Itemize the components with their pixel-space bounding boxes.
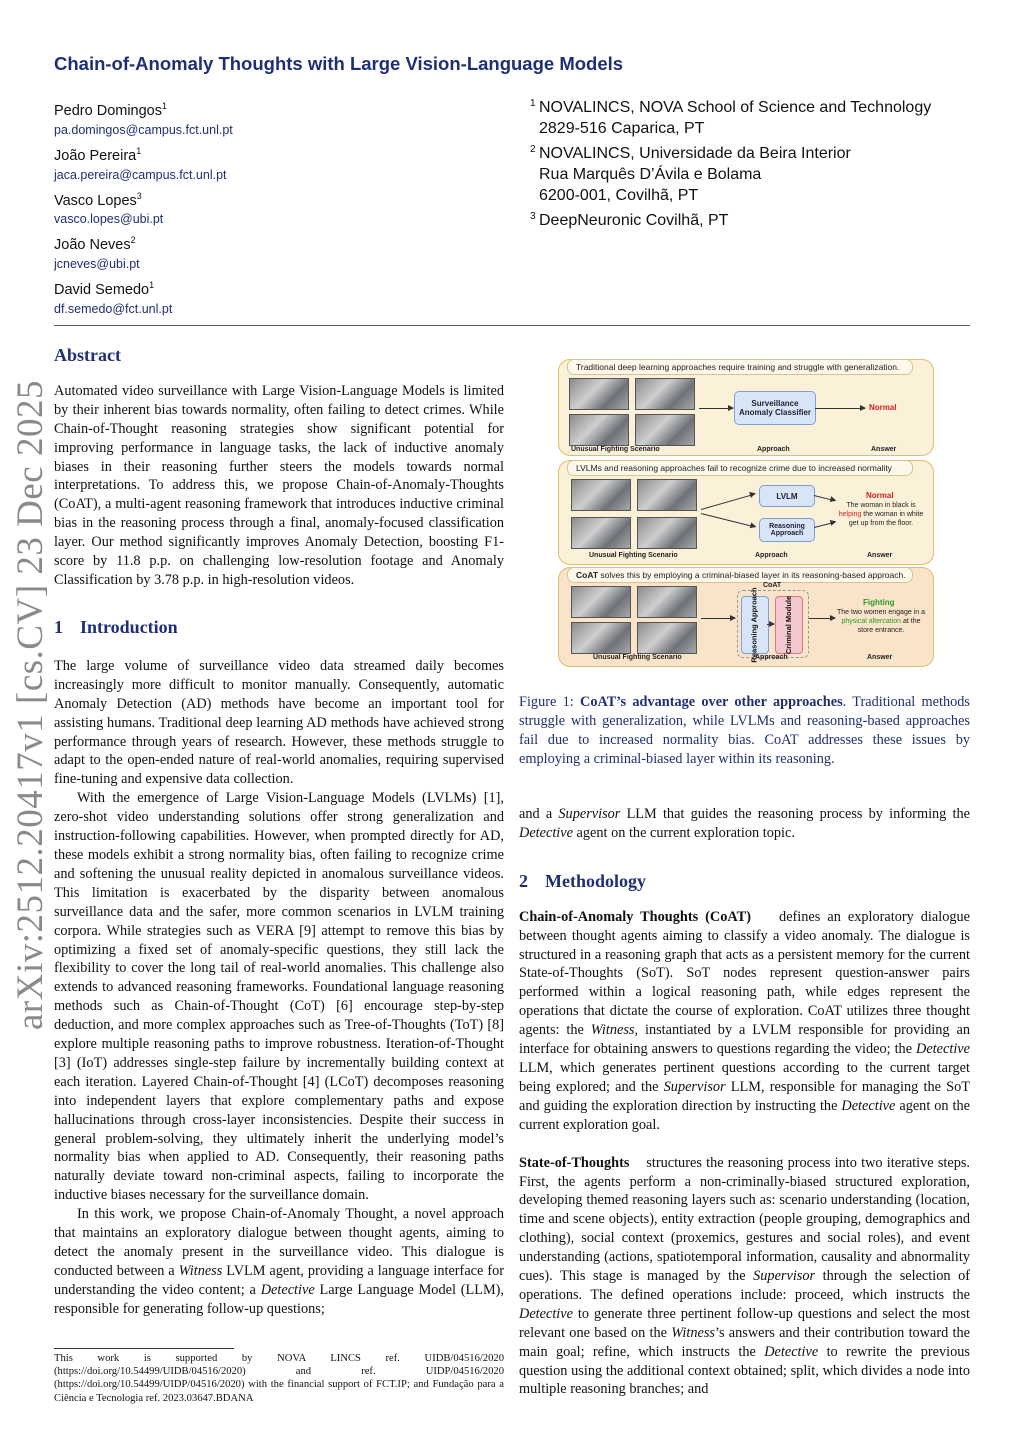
text-run: LVLM agent, providing a language interface for understanding the video content; a [54, 1262, 504, 1298]
panel-title: Traditional deep learning approaches require training and struggle with generalization. [567, 359, 913, 375]
text-run: CoAT [576, 570, 599, 580]
author-email[interactable]: vasco.lopes@ubi.pt [54, 212, 164, 227]
figure-panel-lvlm [558, 460, 934, 565]
affiliation-line: DeepNeuronic Covilhã, PT [539, 212, 729, 229]
author-email[interactable]: df.semedo@fct.unl.pt [54, 302, 173, 317]
affiliation [530, 97, 931, 139]
reasoning-approach-box: Reasoning Approach [759, 518, 815, 542]
answer-normal: Normal [869, 403, 897, 412]
text-run: through the selection of operations. The defined operations include: proceed, which instructs the [519, 1268, 970, 1303]
figure-1 [558, 357, 933, 665]
answer-fighting: Fighting [863, 598, 895, 607]
approach-label: Approach [755, 654, 788, 661]
text-run: agent on the current exploration goal. [519, 1097, 971, 1133]
text-run: Detective [841, 1097, 896, 1114]
scenario-label: Unusual Fighting Scenario [593, 654, 682, 661]
author-email[interactable]: jaca.pereira@campus.fct.unl.pt [54, 167, 227, 182]
author-sup: 1 [149, 280, 155, 291]
text-run: The woman in black is [846, 502, 916, 509]
section-number: 2 [519, 870, 528, 891]
text-run: at the store entrance. [857, 618, 921, 634]
figure-caption [519, 693, 970, 769]
footnote-divider [54, 1348, 234, 1349]
author-sup: 2 [130, 235, 136, 246]
author-entry [54, 276, 233, 318]
text-run: . Traditional methods struggle with generalization, while LVLMs and reasoning-based approaches fail due to increased normality bias. CoAT addresses these issues by employing a criminal-biased layer within its reasoning. [519, 694, 970, 767]
reasoning-approach-module [741, 587, 769, 663]
affiliation-sup: 3 [530, 211, 536, 222]
author-entry [54, 97, 233, 139]
affiliation-sup: 1 [530, 98, 536, 109]
affiliation [530, 210, 931, 231]
text-run: to generate three pertinent follow-up questions and select the most relevant one based on the [519, 1305, 970, 1341]
flow-arrow [699, 408, 733, 409]
answer-label: Answer [871, 446, 897, 453]
video-frame-thumbnail [635, 378, 695, 410]
text-run: , instantiated by a LVLM responsible for providing an interface for obtaining answers to questions regarding the video; the [519, 1022, 970, 1058]
author-entry [54, 187, 233, 229]
text-run: In this work, we propose Chain-of-Anomaly Thought, a novel approach that maintains an exploratory dialogue between thought agents, aiming to detect the anomaly present in the surveillance video. This dialogue is conducted between a [54, 1206, 504, 1279]
lvlm-box: LVLM [759, 485, 815, 507]
text-run: agent on the current exploration topic. [572, 824, 795, 841]
answer-explanation [837, 501, 925, 528]
approach-label: Approach [755, 552, 788, 559]
text-run: CoAT’s advantage over other approaches [580, 694, 843, 710]
coat-label: CoAT [763, 582, 782, 589]
video-frame-thumbnail [637, 479, 697, 511]
text-run: Large Language Model (LLM), responsible for generating follow-up questions; [54, 1281, 505, 1317]
text-run: LLM, responsible for managing the SoT and guiding the exploration direction by instructing the [519, 1078, 970, 1114]
author-name: João Neves [54, 237, 131, 254]
arxiv-watermark: arXiv:2512.20417v1 [cs.CV] 23 Dec 2025 [10, 380, 51, 1030]
flow-arrow [815, 408, 865, 409]
section-heading [54, 618, 504, 637]
footnote: This work is supported by NOVA LINCS ref. UIDB/04516/2020 (https://doi.org/10.54499/UIDB/04516/2020) and ref. UIDP/04516/2020 (https://doi.org/10.54499/UIDP/04516/2020) with the financial support of FCT.IP; and Fundação para a Ciência e Tecnologia ref. 2023.03647.BDANA [54, 1353, 504, 1404]
intro-paragraph: With the emergence of Large Vision-Language Models (LVLMs) [1], zero-shot video understanding solutions offer strong generalization and instruction-following capabilities. However, when prompted directly for AD, these models exhibit a strong normality bias, often failing to recognize crime and softening the unusual reality depicted in anomalous surveillance videos. This limitation is exacerbated by the disparity between anomalous surveillance data and the safer, more common scenarios in LVLM training corpora. While strategies such as VERA [9] attempt to remove this bias by optimizing a fixed set of anomaly-specific questions, they still lack the flexibility to cover the long tail of real-world anomalies. This challenge also extends to advanced reasoning frameworks. Foundational language reasoning methods such as Chain-of-Thought (CoT) [6] encourage step-by-step deduction, and more complex approaches such as Tree-of-Thoughts (ToT) [8] explore multiple reasoning paths to improve robustness. Iteration-of-Thought [3] (IoT) addresses single-step failure by incrementally building context at each iteration. Layered Chain-of-Thought [4] (LCoT) decomposes reasoning into independent layers that explore complementary paths and expose hallucinations through cross-layer inconsistencies. Despite their success in general problem-solving, they ultimately inherit the underlying model’s normality bias when applied to AD. Consequently, their reasoning paths naturally deviate toward non-criminal aspects, failing to incorporate the inductive biases necessary for the surveillance domain. [54, 790, 504, 1204]
introduction-section [54, 618, 504, 1319]
scenario-label: Unusual Fighting Scenario [589, 552, 678, 559]
author-entry [54, 231, 233, 273]
text-run: helping [838, 511, 862, 518]
flow-arrow [701, 618, 735, 619]
author-name: João Pereira [54, 147, 137, 164]
affiliation-line: NOVALINCS, Universidade da Beira Interior [539, 145, 851, 162]
answer-label: Answer [867, 552, 893, 559]
flow-arrow [767, 624, 774, 625]
section-title: Methodology [545, 870, 646, 891]
text-run: Supervisor [663, 1078, 726, 1095]
author-email[interactable]: pa.domingos@campus.fct.unl.pt [54, 122, 233, 137]
text-run: Witness [671, 1324, 715, 1341]
flow-arrow [809, 618, 835, 619]
flow-arrow [814, 495, 836, 501]
flow-arrow [701, 494, 755, 510]
video-frame-thumbnail [637, 586, 697, 618]
module-label: Criminal Module [784, 595, 793, 655]
text-run: and a [519, 806, 559, 822]
text-run: the woman in white get up from the floor. [848, 511, 924, 527]
author-name: Vasco Lopes [54, 192, 137, 209]
intro-paragraph: The large volume of surveillance video data streamed daily becomes increasingly more difficult to monitor manually. Consequently, automatic Anomaly Detection (AD) methods have become an important tool for assisting humans. Traditional deep learning AD methods have achieved strong performance through years of research. However, these methods struggle to adapt to the open-ended nature of real-world anomalies, requiring supervised fine-tuning and expensive data collection. [54, 657, 504, 788]
affiliation-line: 2829-516 Caparica, PT [539, 120, 705, 137]
text-run: Detective [519, 1305, 573, 1322]
section-title: Introduction [80, 617, 178, 637]
text-run: Supervisor [558, 806, 621, 822]
flow-arrow [814, 522, 836, 528]
scenario-label: Unusual Fighting Scenario [571, 446, 660, 453]
panel-title: LVLMs and reasoning approaches fail to recognize crime due to increased normality [567, 460, 913, 476]
author-email[interactable]: jcneves@ubi.pt [54, 257, 140, 272]
abstract-section [54, 346, 504, 590]
affiliation [530, 143, 931, 206]
video-frame-thumbnail [569, 414, 629, 446]
classifier-box: Surveillance Anomaly Classifier [734, 391, 816, 425]
answer-normal: Normal [866, 491, 894, 500]
text-run: Witness [590, 1022, 635, 1039]
video-frame-thumbnail [635, 414, 695, 446]
video-frame-thumbnail [571, 586, 631, 618]
affiliation-line: NOVALINCS, NOVA School of Science and Technology [539, 99, 932, 116]
text-run: LLM that guides the reasoning process by informing the [620, 806, 971, 822]
text-run: Witness [178, 1262, 223, 1279]
paper-title: Chain-of-Anomaly Thoughts with Large Vision-Language Models [54, 53, 624, 74]
intro-paragraph [54, 1205, 504, 1318]
answer-explanation [837, 608, 925, 635]
figure-panel-traditional [558, 359, 934, 456]
affiliation-line: Rua Marquês D’Ávila e Bolama [539, 166, 762, 183]
author-sup: 3 [136, 190, 142, 201]
abstract-text: Automated video surveillance with Large Vision-Language Models is limited by their inherent bias towards normality, often failing to detect crimes. While Chain-of-Thought reasoning strategies show significant potential for improving performance in language tasks, the lack of inductive anomaly biases in their reasoning further steers the models towards normal interpretations. To address this, we propose Chain-of-Anomaly-Thoughts (CoAT), a multi-agent reasoning framework that introduces inductive criminal bias in the reasoning process through a final, anomaly-focused classification layer. Our method significantly improves Anomaly Detection, boosting F1-score by 11.8 p.p. on challenging low-resolution footage and Anomaly Classification by 3.78 p.p. in high-resolution videos. [54, 382, 504, 588]
author-sup: 1 [162, 101, 168, 111]
figure-panel-coat [558, 567, 934, 667]
author-name: David Semedo [54, 282, 150, 299]
section-heading [519, 872, 970, 891]
video-frame-thumbnail [569, 378, 629, 410]
affiliation-line: 6200-001, Covilhã, PT [539, 187, 699, 204]
author-list [54, 97, 233, 321]
right-column-text [519, 805, 970, 1399]
abstract-heading: Abstract [54, 345, 121, 365]
text-run: Detective [519, 824, 573, 841]
text-run: Supervisor [753, 1268, 816, 1285]
panel-title [567, 567, 913, 583]
video-frame-thumbnail [571, 517, 631, 549]
video-frame-thumbnail [637, 517, 697, 549]
video-frame-thumbnail [571, 479, 631, 511]
text-run: structures the reasoning process into two iterative steps. First, the agents perform a non-criminally-biased structured exploration, developing themed reasoning layers such as: scenario understanding (location, time and scene objects), entity extraction (people grouping, demographics and clothing), social context (proxemics, gestures and social roles), and event understanding (actions, spatiotemporal information, causality and abnormality cues). This stage is managed by the [519, 1154, 971, 1285]
text-run: Detective [764, 1343, 819, 1360]
approach-label: Approach [757, 446, 790, 453]
text-run: physical altercation [841, 618, 902, 625]
paragraph-heading: Chain-of-Anomaly Thoughts (CoAT) [519, 908, 751, 925]
author-sup: 1 [136, 145, 142, 156]
header-divider [54, 325, 970, 326]
video-frame-thumbnail [637, 622, 697, 654]
text-run: Detective [916, 1041, 970, 1058]
answer-label: Answer [867, 654, 893, 661]
text-run: The two women engage in a [837, 609, 925, 616]
method-paragraph [519, 908, 970, 1135]
continued-paragraph [519, 805, 970, 843]
flow-arrow [701, 513, 756, 528]
affiliation-sup: 2 [530, 144, 536, 155]
author-name: Pedro Domingos [54, 102, 162, 119]
section-number: 1 [54, 617, 63, 637]
text-run: Detective [260, 1281, 315, 1298]
text-run: Figure 1: [519, 694, 581, 710]
text-run: defines an exploratory dialogue between thought agents aiming to classify a video anomaly. The dialogue is structured in a reasoning graph that acts as a persistent memory for the current State-of-Thoughts (SoT). SoT nodes represent question-answer pairs performed within a logical reasoning path, while edges represent the operations that dictate the course of exploration. CoAT utilizes three thought agents: the [519, 908, 971, 1039]
text-run: to rewrite the previous question using the additional context obtained; split, which divides a node into multiple reasoning branches; and [519, 1343, 970, 1398]
text-run: ’s answers and their contribution toward the main goal; refine, which instructs the [519, 1324, 970, 1360]
paragraph-heading: State-of-Thoughts [519, 1154, 630, 1171]
text-run: solves this by employing a criminal-biased layer in its reasoning-based approach. [598, 570, 906, 580]
video-frame-thumbnail [571, 622, 631, 654]
author-entry [54, 142, 233, 184]
criminal-module [775, 596, 803, 654]
module-label: Reasoning Approach [750, 587, 759, 663]
method-paragraph [519, 1154, 970, 1400]
affiliation-list [530, 97, 931, 235]
text-run: LLM, which generates pertinent questions according to the current target being explored; and the [519, 1059, 970, 1095]
